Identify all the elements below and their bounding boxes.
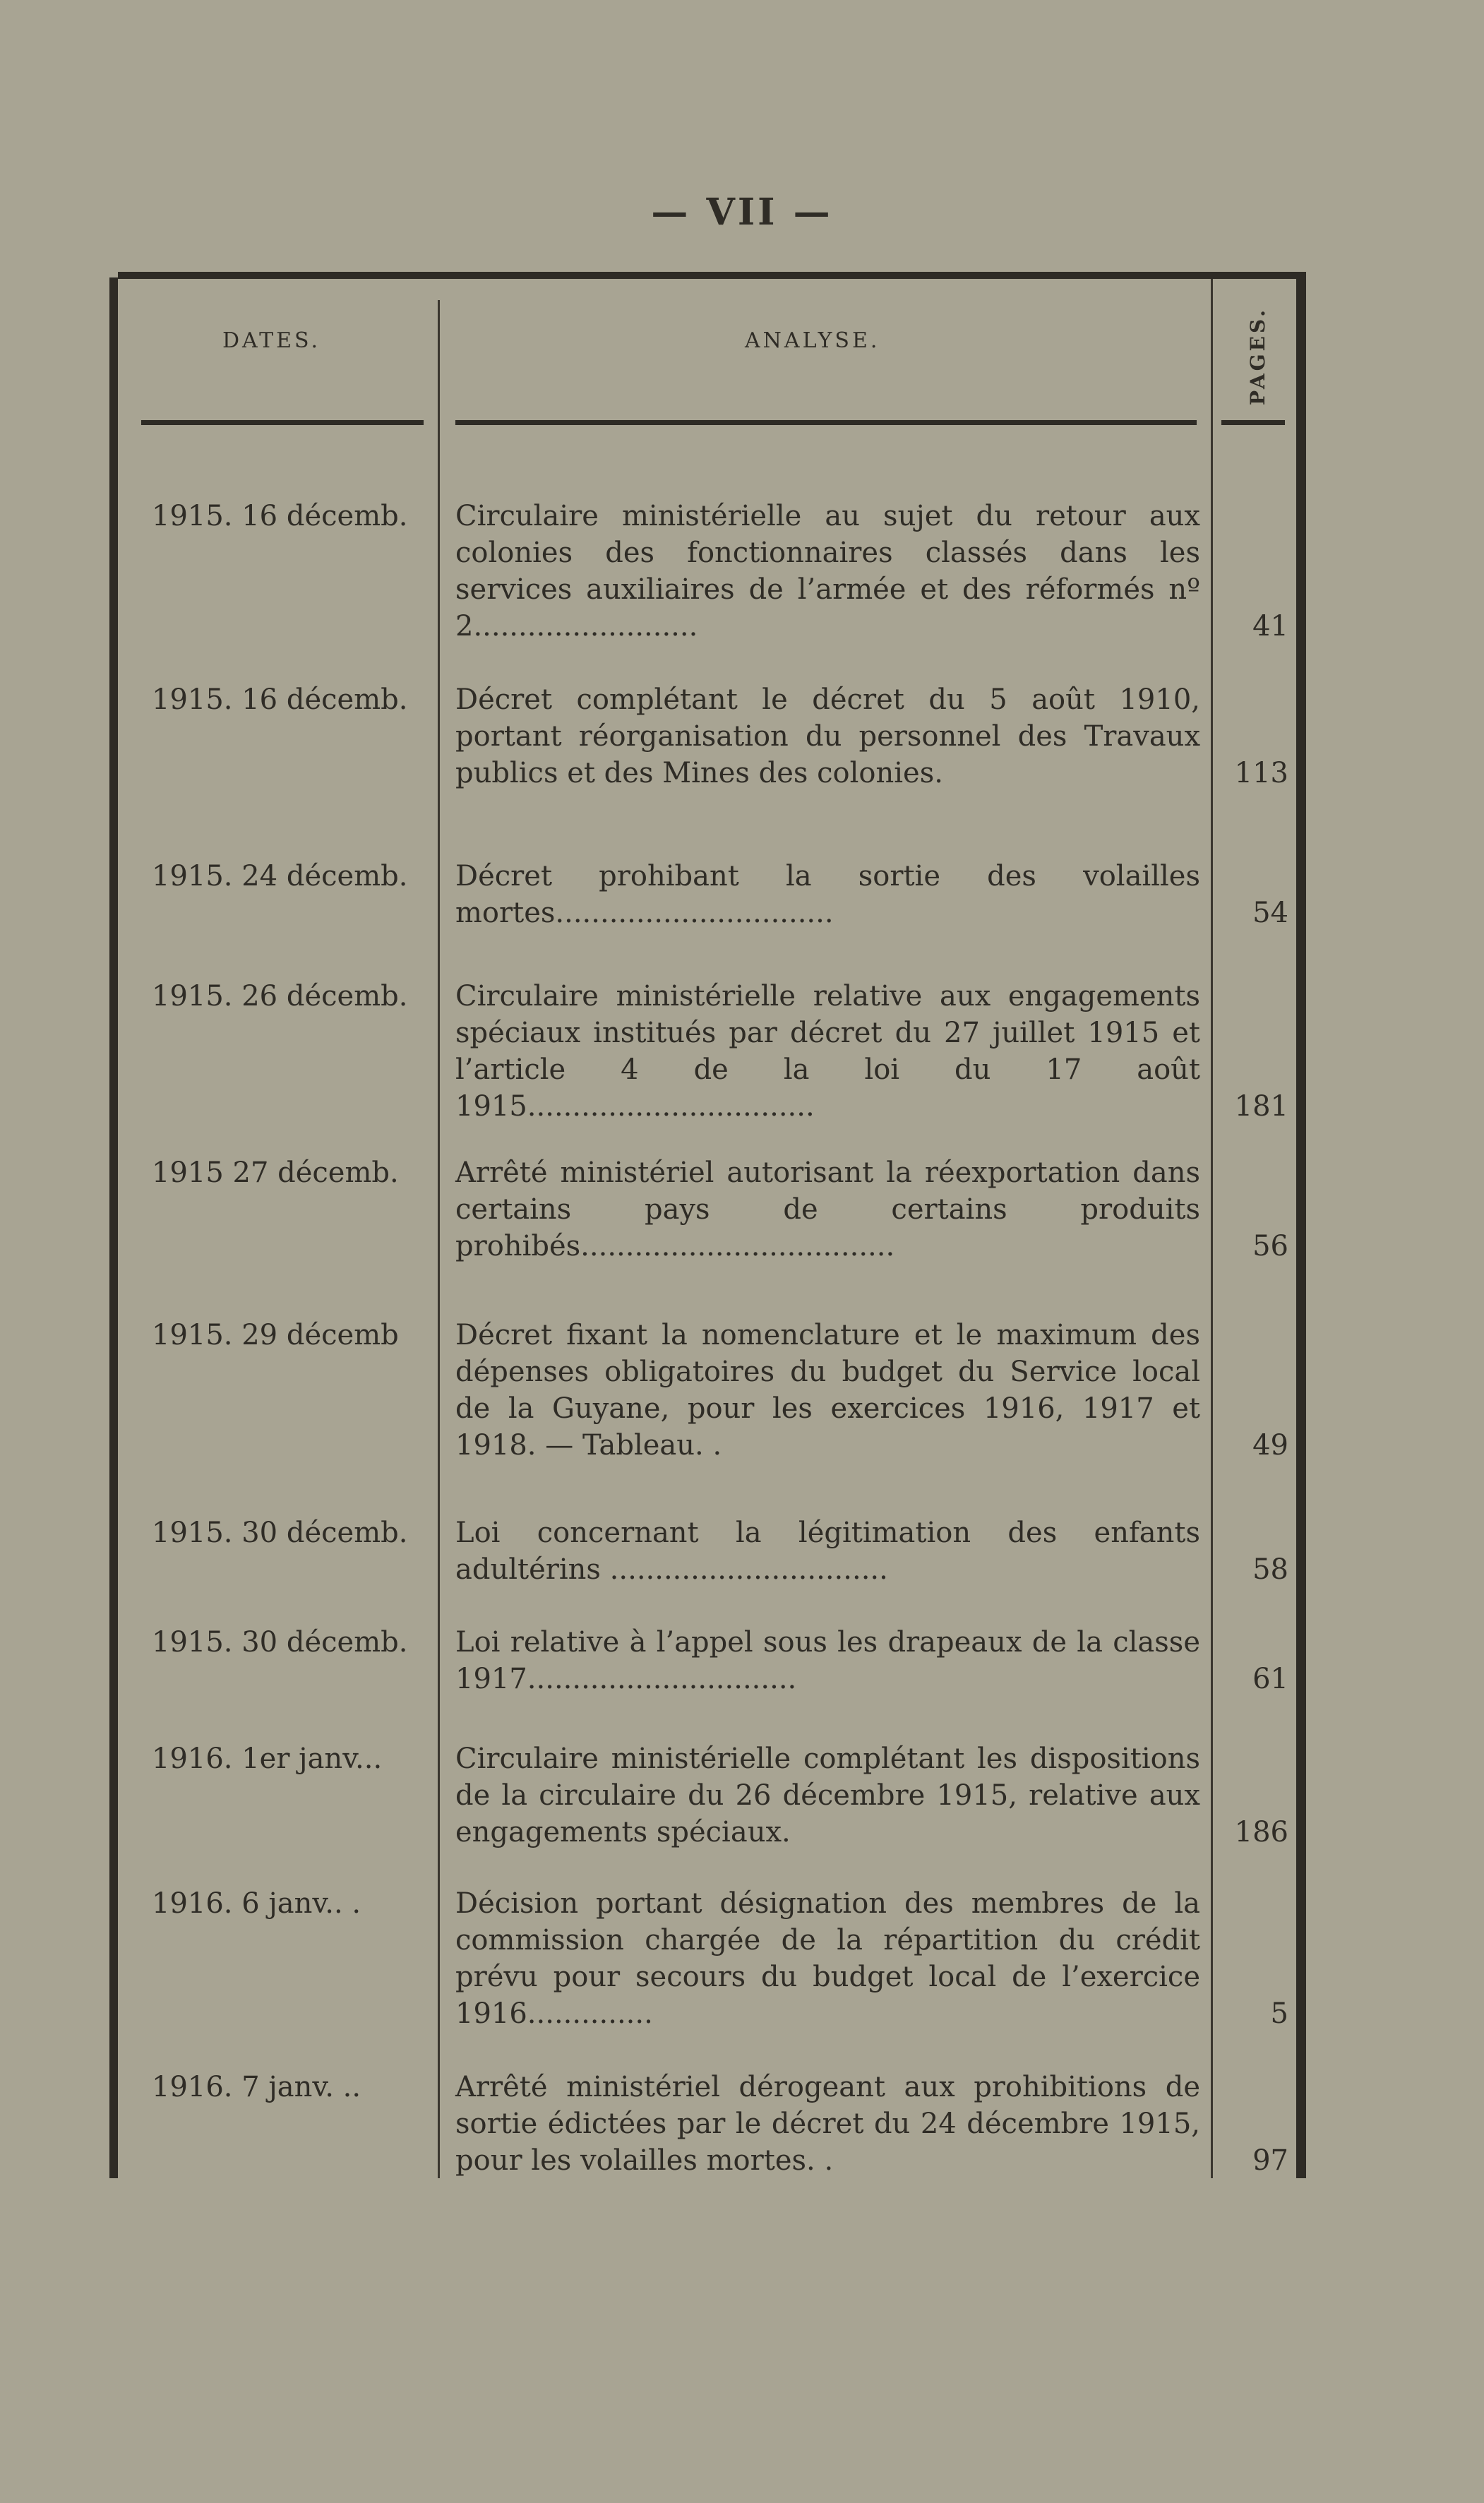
entry-analysis: Circulaire ministérielle relative aux engagements spéciaux institués par décret du 27 juillet 1915 et l’article 4 de la loi du 17 août 1915................................ xyxy=(455,980,1200,1123)
index-table xyxy=(109,272,1306,2178)
entry-page: 97 xyxy=(1252,2144,1288,2177)
column-separator xyxy=(1211,279,1213,2178)
entry-date: 1916. 6 janv.. . xyxy=(152,1887,361,1920)
header-rule xyxy=(141,420,424,425)
header-dates: DATES. xyxy=(222,328,321,353)
header-analysis: ANALYSE. xyxy=(745,328,880,353)
page-number: — VII — xyxy=(651,191,833,234)
entry-analysis: Circulaire ministérielle au sujet du retour aux colonies des fonctionnaires classés dans les services auxiliaires de l’armée et des réformés nº 2......................... xyxy=(455,500,1200,643)
entry-page: 113 xyxy=(1234,757,1288,789)
entry-analysis: Décret fixant la nomenclature et le maximum des dépenses obligatoires du budget du Service local de la Guyane, pour les exercices 1916, 1917 et 1918. — Tableau. . xyxy=(455,1319,1200,1462)
entry-date: 1915. 29 décemb xyxy=(152,1319,399,1351)
entry-date: 1915. 30 décemb. xyxy=(152,1626,408,1659)
entry-page: 49 xyxy=(1252,1429,1288,1462)
entry-date: 1915. 30 décemb. xyxy=(152,1517,408,1549)
entry-analysis: Décret complétant le décret du 5 août 1910, portant réorganisation du personnel des Travaux publics et des Mines des colonies. xyxy=(455,683,1200,789)
header-rule xyxy=(1221,420,1285,425)
entry-analysis: Arrêté ministériel autorisant la réexportation dans certains pays de certains produits prohibés................................... xyxy=(455,1157,1200,1262)
entry-date: 1916. 1er janv... xyxy=(152,1743,383,1775)
entry-page: 58 xyxy=(1252,1553,1288,1586)
entry-page: 186 xyxy=(1234,1816,1288,1848)
entry-date: 1915. 16 décemb. xyxy=(152,683,408,716)
header-pages: PAGES. xyxy=(1246,307,1269,405)
entry-analysis: Circulaire ministérielle complétant les dispositions de la circulaire du 26 décembre 1915, relative aux engagements spéciaux. xyxy=(455,1743,1200,1848)
header-rule xyxy=(455,420,1197,425)
entry-page: 54 xyxy=(1252,897,1288,929)
entry-date: 1915 27 décemb. xyxy=(152,1157,399,1189)
entry-analysis: Arrêté ministériel dérogeant aux prohibitions de sortie édictées par le décret du 24 décembre 1915, pour les volailles mortes. . xyxy=(455,2071,1200,2177)
entry-page: 61 xyxy=(1252,1663,1288,1695)
entry-date: 1916. 7 janv. .. xyxy=(152,2071,361,2103)
entry-analysis: Décret prohibant la sortie des volailles mortes............................... xyxy=(455,860,1200,929)
entry-date: 1915. 26 décemb. xyxy=(152,980,408,1012)
top-rule xyxy=(118,272,1306,279)
left-rule xyxy=(109,277,118,2178)
column-separator xyxy=(438,300,440,2178)
entry-page: 181 xyxy=(1234,1090,1288,1123)
entry-page: 5 xyxy=(1270,1997,1288,2030)
entry-analysis: Décision portant désignation des membres de la commission chargée de la répartition du crédit prévu pour secours du budget local de l’exercice 1916.............. xyxy=(455,1887,1200,2030)
right-rule xyxy=(1296,277,1306,2178)
entry-analysis: Loi relative à l’appel sous les drapeaux de la classe 1917.............................. xyxy=(455,1626,1200,1695)
entry-page: 41 xyxy=(1252,610,1288,643)
entry-page: 56 xyxy=(1252,1230,1288,1262)
entry-date: 1915. 24 décemb. xyxy=(152,860,408,892)
entry-date: 1915. 16 décemb. xyxy=(152,500,408,532)
entry-analysis: Loi concernant la légitimation des enfants adultérins ............................... xyxy=(455,1517,1200,1586)
